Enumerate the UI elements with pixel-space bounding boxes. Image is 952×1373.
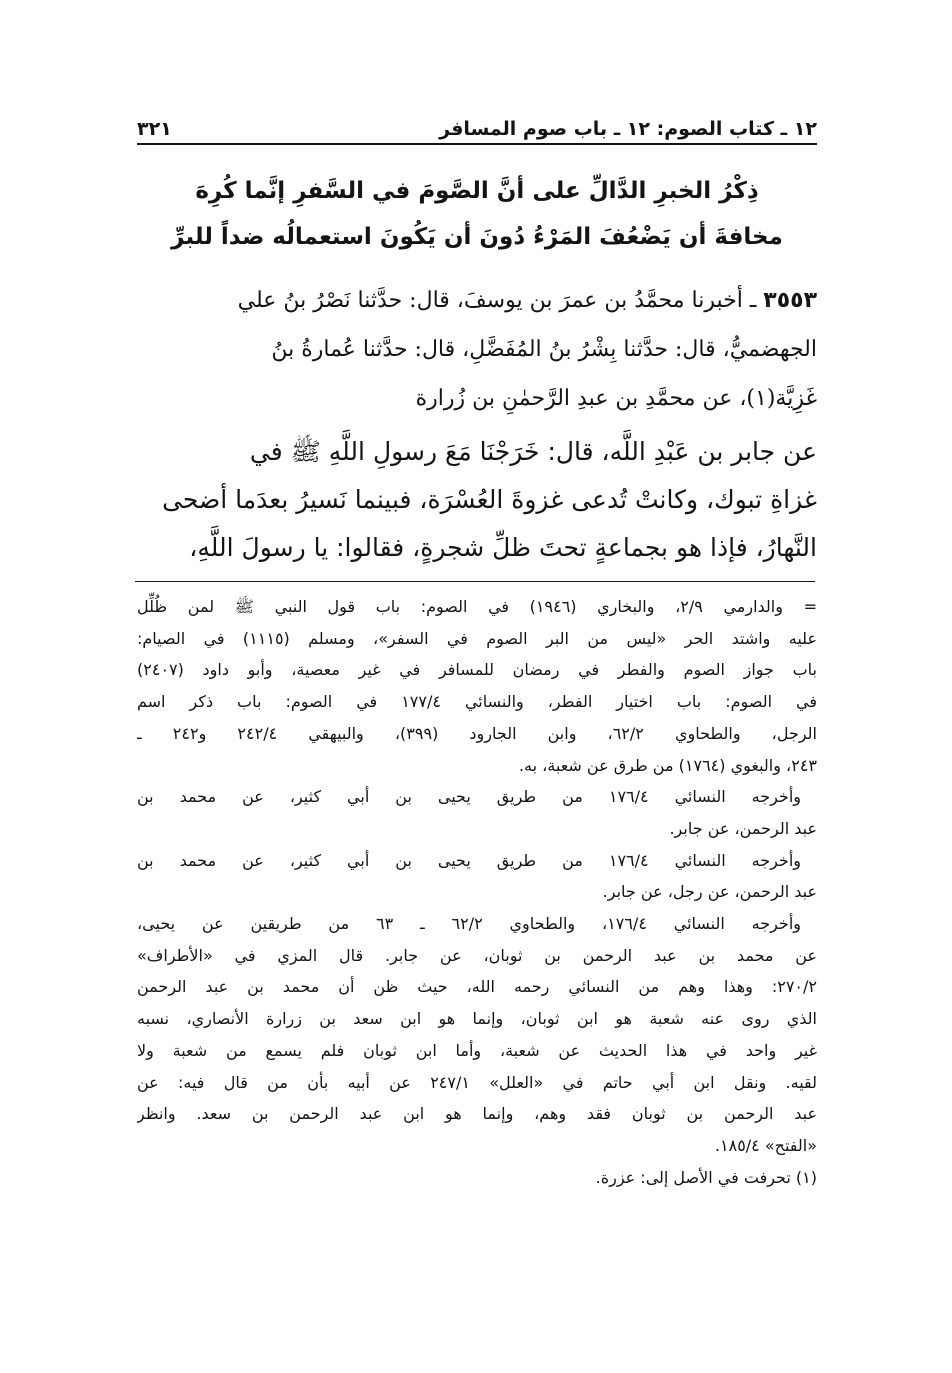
matn-line-2: غزاةِ تبوك، وكانتْ تُدعى غزوةَ العُسْرَة، فبينما نَسيرُ بعدَما أضحى [162, 485, 817, 514]
footnote-line: الرجل، والطحاوي ٦٢/٢، وابن الجارود (٣٩٩)، والبيهقي ٢٤٢/٤ و٢٤٢ ـ [137, 723, 817, 743]
footnote-rule [135, 581, 815, 582]
footnote-line: لقيه. ونقل ابن أبي حاتم في «العلل» ٢٤٧/١ عن أبيه بأن من قال فيه: عن [137, 1072, 817, 1092]
running-head [137, 104, 817, 140]
footnote-line: ٢٤٣، والبغوي (١٧٦٤) من طرق عن شعبة، به. [518, 755, 817, 775]
footnote-line: ٢٧٠/٢: وهذا وهم من النسائي رحمه الله، حيث ظن أن محمد بن عبد الرحمن [137, 977, 817, 997]
footnote-line: عبد الرحمن، عن جابر. [669, 818, 817, 838]
footnote-line: باب جواز الصوم والفطر في رمضان للمسافر في غير معصية، وأبو داود (٢٤٠٧) [137, 660, 817, 680]
isnad-line-3: غَزِيَّة(١)، عن محمَّدِ بن عبدِ الرَّحمٰنِ بن زُرارة [415, 386, 817, 411]
footnotes [137, 591, 817, 1193]
hadith-matn [137, 428, 817, 572]
isnad-line-1: ٣٥٥٣ ـ أخبرنا محمَّدُ بن عمرَ بن يوسفَ، قال: حدَّثنا نَصْرُ بنُ علي [237, 288, 817, 313]
footnote-note-1: (١) تحرفت في الأصل إلى: عزرة. [595, 1167, 817, 1187]
page-number: ٣٢١ [137, 118, 172, 140]
footnote-line: عليه واشتد الحر «ليس من البر الصوم في السفر»، ومسلم (١١١٥) في الصيام: [137, 628, 817, 648]
section-heading [137, 168, 817, 260]
heading-line-1: ذِكْرُ الخبرِ الدَّالِّ على أنَّ الصَّومَ في السَّفرِ إنَّما كُرِهَ [195, 178, 759, 204]
footnote-line: عن محمد بن عبد الرحمن بن ثوبان، عن جابر. قال المزي في «الأطراف» [137, 945, 817, 965]
footnote-line: «الفتح» ١٨٥/٤. [714, 1135, 817, 1155]
hadith-number: ٣٥٥٣ [763, 288, 817, 313]
chapter-title: ١٢ ـ كتاب الصوم: ١٢ ـ باب صوم المسافر [439, 118, 817, 140]
footnote-line: عبد الرحمن، عن رجل، عن جابر. [602, 882, 817, 902]
footnote-line: في الصوم: باب اختيار الفطر، والنسائي ١٧٧/٤ في الصوم: باب ذكر اسم [137, 692, 817, 712]
header-rule [137, 143, 817, 145]
heading-line-2: مخافةَ أن يَضْعُفَ المَرْءُ دُونَ أن يَكُونَ استعمالُه ضداً للبرِّ [171, 224, 783, 250]
hadith-isnad [137, 276, 817, 423]
footnote-line: وأخرجه النسائي ١٧٦/٤، والطحاوي ٦٢/٢ ـ ٦٣ من طريقين عن يحيى، [137, 914, 801, 934]
matn-line-1: عن جابر بن عَبْدِ اللَّه، قال: خَرَجْنَا مَعَ رسولِ اللَّهِ ﷺ في [249, 437, 817, 466]
footnote-line: = والدارمي ٢/٩، والبخاري (١٩٤٦) في الصوم: باب قول النبي ﷺ لمن ظُلِّل [137, 597, 817, 616]
footnote-line: وأخرجه النسائي ١٧٦/٤ من طريق يحيى بن أبي كثير، عن محمد بن [137, 787, 801, 807]
footnote-line: الذي روى عنه شعبة هو ابن ثوبان، وإنما هو ابن سعد بن زرارة الأنصاري، نسبه [137, 1009, 817, 1029]
footnote-line: غير واحد في هذا الحديث عن شعبة، وأما ابن ثوبان فلم يسمع من شعبة ولا [137, 1040, 817, 1060]
footnote-line: عبد الرحمن بن ثوبان فقد وهم، وإنما هو ابن عبد الرحمن بن سعد. وانظر [137, 1104, 817, 1124]
matn-line-3: النَّهارُ، فإذا هو بجماعةٍ تحتَ ظلِّ شجرةٍ، فقالوا: يا رسولَ اللَّهِ، [189, 533, 817, 562]
footnote-line: وأخرجه النسائي ١٧٦/٤ من طريق يحيى بن أبي كثير، عن محمد بن [137, 850, 801, 870]
isnad-line-2: الجهضميُّ، قال: حدَّثنا بِشْرُ بنُ المُفَضَّلِ، قال: حدَّثنا عُمارةُ بنُ [271, 337, 817, 362]
